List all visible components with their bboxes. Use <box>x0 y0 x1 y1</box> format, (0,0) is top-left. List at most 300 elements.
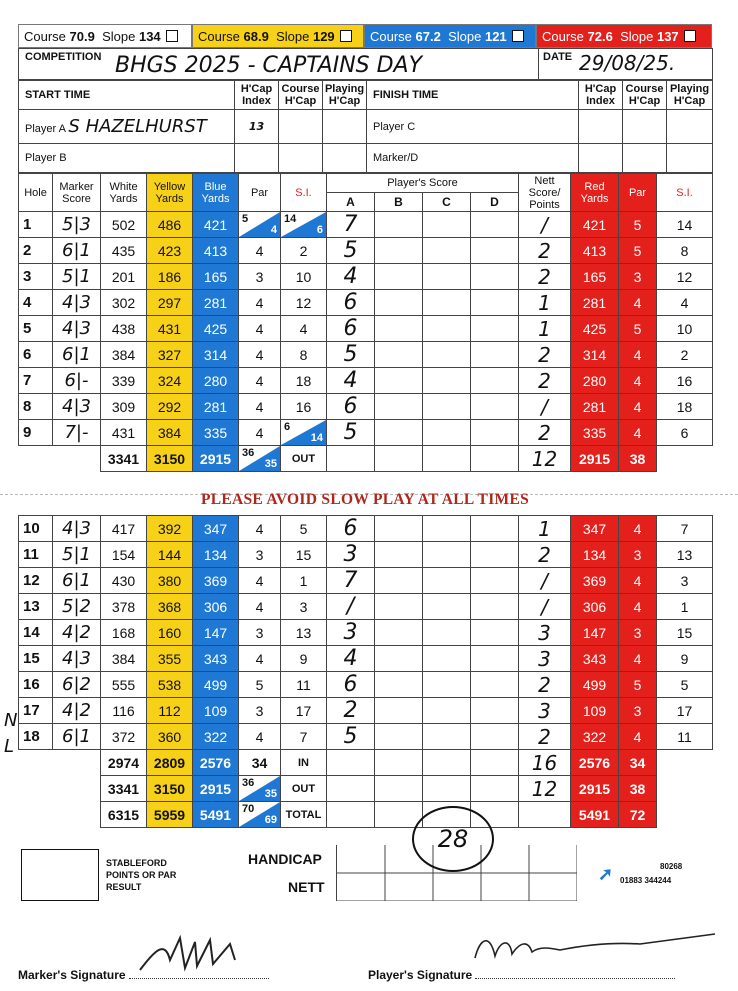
player-c-score[interactable] <box>423 316 471 342</box>
red-si: 1 <box>657 594 713 620</box>
red-yards: 322 <box>571 724 619 750</box>
red-si: 7 <box>657 516 713 542</box>
white-yards: 438 <box>101 316 147 342</box>
start-time-label: START TIME <box>19 81 235 110</box>
red-yards: 109 <box>571 698 619 724</box>
player-a-score[interactable]: / <box>327 594 375 620</box>
player-d-score[interactable] <box>471 264 519 290</box>
player-d-score[interactable] <box>471 368 519 394</box>
si-cell: 3 <box>281 594 327 620</box>
player-b-course-hcap[interactable] <box>279 144 323 173</box>
red-si: 8 <box>657 238 713 264</box>
player-a-score[interactable]: 5 <box>327 238 375 264</box>
marker-score[interactable]: 4|2 <box>53 620 101 646</box>
player-a-name: S HAZELHURST <box>68 116 207 137</box>
red-par: 4 <box>619 516 657 542</box>
player-a-score[interactable]: 3 <box>327 542 375 568</box>
player-a-label: Player A <box>25 123 66 135</box>
nett-points[interactable]: 2 <box>519 264 571 290</box>
hole-number: 3 <box>19 264 53 290</box>
red-par: 5 <box>619 212 657 238</box>
nett-points[interactable]: / <box>519 568 571 594</box>
par-cell: 4 <box>239 420 281 446</box>
player-d-score[interactable] <box>471 516 519 542</box>
player-d-score[interactable] <box>471 394 519 420</box>
marker-score[interactable]: 4|3 <box>53 316 101 342</box>
red-si-header: S.I. <box>657 174 713 212</box>
player-d-score[interactable] <box>471 594 519 620</box>
red-par: 3 <box>619 542 657 568</box>
nett-points[interactable]: 3 <box>519 620 571 646</box>
white-yards: 154 <box>101 542 147 568</box>
red-si: 14 <box>657 212 713 238</box>
player-a-score[interactable]: 5 <box>327 342 375 368</box>
grand-total-row <box>19 802 713 828</box>
nett-points[interactable]: / <box>519 594 571 620</box>
nett-points[interactable]: / <box>519 212 571 238</box>
player-b-score[interactable] <box>375 212 423 238</box>
player-a-score[interactable]: 7 <box>327 568 375 594</box>
tee-checkbox[interactable] <box>166 30 178 42</box>
red-par: 4 <box>619 342 657 368</box>
tee-rating-1 <box>192 24 364 48</box>
finish-time-label: FINISH TIME <box>367 81 579 110</box>
player-c-score[interactable] <box>423 394 471 420</box>
player-a-score[interactable]: 6 <box>327 290 375 316</box>
marker-signature-field[interactable] <box>18 968 269 982</box>
red-yards: 369 <box>571 568 619 594</box>
red-par: 4 <box>619 568 657 594</box>
blue-yards: 314 <box>193 342 239 368</box>
slow-play-banner: PLEASE AVOID SLOW PLAY AT ALL TIMES <box>200 491 530 508</box>
yellow-yards: 380 <box>147 568 193 594</box>
nett-points[interactable]: 3 <box>519 698 571 724</box>
hole-row <box>19 542 713 568</box>
player-b-score[interactable] <box>375 316 423 342</box>
player-d-score[interactable] <box>471 646 519 672</box>
marker-score[interactable]: 5|1 <box>53 264 101 290</box>
red-si: 5 <box>657 672 713 698</box>
player-d-score[interactable] <box>471 724 519 750</box>
tee-rating-3 <box>536 24 712 48</box>
yellow-yards: 392 <box>147 516 193 542</box>
total-points: 16 <box>519 750 571 776</box>
out-summary-row <box>19 776 713 802</box>
player-c-score[interactable] <box>423 594 471 620</box>
margin-note-17: N <box>4 710 18 731</box>
total-red: 2915 <box>571 776 619 802</box>
par-cell-upper: 5 <box>242 213 249 225</box>
nett-points[interactable]: 1 <box>519 316 571 342</box>
player-d-score[interactable] <box>471 542 519 568</box>
par-cell: 3 <box>239 264 281 290</box>
hole-number: 2 <box>19 238 53 264</box>
player-c-score[interactable] <box>423 620 471 646</box>
par-cell: 4 <box>239 724 281 750</box>
white-yards: 502 <box>101 212 147 238</box>
player-b-playing-hcap[interactable] <box>323 144 367 173</box>
red-yards: 281 <box>571 290 619 316</box>
red-yards: 314 <box>571 342 619 368</box>
nett-points[interactable]: 2 <box>519 238 571 264</box>
nett-points[interactable]: 2 <box>519 368 571 394</box>
hole-number: 15 <box>19 646 53 672</box>
par-cell: 4 <box>239 394 281 420</box>
hole-row <box>19 238 713 264</box>
player-c-index[interactable] <box>579 110 623 144</box>
hole-number: 8 <box>19 394 53 420</box>
total-red-par: 34 <box>619 750 657 776</box>
red-par: 3 <box>619 698 657 724</box>
white-yards: 201 <box>101 264 147 290</box>
player-c-score[interactable] <box>423 568 471 594</box>
par-cell-lower: 4 <box>270 224 277 236</box>
yellow-yards: 297 <box>147 290 193 316</box>
players-score-header <box>327 174 519 212</box>
yellow-yards: 186 <box>147 264 193 290</box>
si-cell <box>281 420 327 446</box>
total-red: 2576 <box>571 750 619 776</box>
player-b-score[interactable] <box>375 342 423 368</box>
hole-row <box>19 568 713 594</box>
blue-yards: 281 <box>193 394 239 420</box>
red-si: 3 <box>657 568 713 594</box>
player-a-score[interactable]: 6 <box>327 316 375 342</box>
player-c-score[interactable] <box>423 698 471 724</box>
hole-row <box>19 342 713 368</box>
blue-header: Blue Yards <box>193 174 239 212</box>
tee-course-value: 68.9 <box>243 28 269 44</box>
white-yards: 555 <box>101 672 147 698</box>
white-yards: 417 <box>101 516 147 542</box>
par-cell: 5 <box>239 672 281 698</box>
par-cell: 4 <box>239 594 281 620</box>
red-yards: 421 <box>571 212 619 238</box>
total-yellow: 2809 <box>147 750 193 776</box>
player-d-score[interactable] <box>471 420 519 446</box>
back-nine-card <box>18 515 712 828</box>
hole-row <box>19 316 713 342</box>
player-c-score[interactable] <box>423 368 471 394</box>
red-yards: 165 <box>571 264 619 290</box>
total-label: IN <box>281 750 327 776</box>
white-yards: 116 <box>101 698 147 724</box>
player-b-score[interactable] <box>375 698 423 724</box>
column-headers <box>19 174 713 212</box>
total-points: 12 <box>519 776 571 802</box>
player-b-label[interactable]: Player B <box>19 144 235 173</box>
competition-cell[interactable] <box>19 49 539 80</box>
yellow-yards: 324 <box>147 368 193 394</box>
hcap-index-header-2: H'Cap Index <box>579 81 623 110</box>
marker-score[interactable]: 6|2 <box>53 672 101 698</box>
hole-row <box>19 264 713 290</box>
marker-score[interactable]: 6|1 <box>53 724 101 750</box>
red-si: 16 <box>657 368 713 394</box>
total-par: 34 <box>239 750 281 776</box>
player-a-score[interactable]: 4 <box>327 646 375 672</box>
player-b-score[interactable] <box>375 290 423 316</box>
player-a-score[interactable]: 4 <box>327 264 375 290</box>
total-white: 3341 <box>101 446 147 472</box>
player-d-score[interactable] <box>471 212 519 238</box>
nett-points[interactable]: / <box>519 394 571 420</box>
tee-slope-label: Slope <box>102 28 136 44</box>
player-c-playing-hcap[interactable] <box>667 110 713 144</box>
yellow-yards: 431 <box>147 316 193 342</box>
hole-row <box>19 368 713 394</box>
tee-slope-value: 137 <box>656 28 679 44</box>
course-hcap-header: Course H'Cap <box>279 81 323 110</box>
player-d-score[interactable] <box>471 316 519 342</box>
nett-points[interactable]: 2 <box>519 724 571 750</box>
hole-number: 10 <box>19 516 53 542</box>
white-header: White Yards <box>101 174 147 212</box>
players-info <box>18 80 713 173</box>
white-yards: 435 <box>101 238 147 264</box>
player-b-score[interactable] <box>375 394 423 420</box>
hole-number: 7 <box>19 368 53 394</box>
yellow-yards: 538 <box>147 672 193 698</box>
marker-score[interactable]: 4|3 <box>53 516 101 542</box>
red-si: 4 <box>657 290 713 316</box>
par-cell: 4 <box>239 646 281 672</box>
player-signature-field[interactable] <box>368 968 675 982</box>
tee-course-value: 67.2 <box>415 28 441 44</box>
si-cell: 8 <box>281 342 327 368</box>
blue-yards: 499 <box>193 672 239 698</box>
si-cell: 10 <box>281 264 327 290</box>
marker-score[interactable]: 4|3 <box>53 646 101 672</box>
stableford-box[interactable] <box>21 849 99 901</box>
margin-note-18: L <box>4 736 15 757</box>
si-cell: 18 <box>281 368 327 394</box>
hole-number: 12 <box>19 568 53 594</box>
white-yards: 302 <box>101 290 147 316</box>
si-cell: 13 <box>281 620 327 646</box>
white-yards: 378 <box>101 594 147 620</box>
total-white: 6315 <box>101 802 147 828</box>
player-d-score[interactable] <box>471 672 519 698</box>
player-d-score[interactable] <box>471 698 519 724</box>
player-a-score[interactable]: 2 <box>327 698 375 724</box>
total-red-par: 38 <box>619 446 657 472</box>
player-b-score[interactable] <box>375 620 423 646</box>
par-cell: 4 <box>239 568 281 594</box>
red-par: 5 <box>619 316 657 342</box>
marker-score[interactable]: 6|1 <box>53 342 101 368</box>
white-yards: 384 <box>101 342 147 368</box>
player-c-score[interactable] <box>423 542 471 568</box>
player-b-score[interactable] <box>375 724 423 750</box>
tee-checkbox[interactable] <box>684 30 696 42</box>
si-cell-upper: 6 <box>284 421 291 433</box>
player-a-score[interactable]: 6 <box>327 672 375 698</box>
player-c-score[interactable] <box>423 420 471 446</box>
marker-score[interactable]: 4|3 <box>53 394 101 420</box>
player-b-score[interactable] <box>375 646 423 672</box>
tee-rating-2 <box>364 24 536 48</box>
player-c-score[interactable] <box>423 212 471 238</box>
player-c-label[interactable]: Player C <box>367 110 579 144</box>
yellow-yards: 486 <box>147 212 193 238</box>
marker-score[interactable]: 5|2 <box>53 594 101 620</box>
player-c-score[interactable] <box>423 238 471 264</box>
si-cell: 16 <box>281 394 327 420</box>
hcap-index-header: H'Cap Index <box>235 81 279 110</box>
nett-points[interactable]: 1 <box>519 516 571 542</box>
date-cell[interactable] <box>539 49 713 80</box>
player-a-playing-hcap[interactable] <box>323 110 367 144</box>
red-header: Red Yards <box>571 174 619 212</box>
si-cell-lower: 14 <box>310 432 323 444</box>
player-a-score[interactable]: 7 <box>327 212 375 238</box>
nett-points[interactable]: 1 <box>519 290 571 316</box>
hole-number: 11 <box>19 542 53 568</box>
hole-row <box>19 724 713 750</box>
red-par: 4 <box>619 646 657 672</box>
player-b-score[interactable] <box>375 516 423 542</box>
player-a-score[interactable]: 6 <box>327 516 375 542</box>
marker-score[interactable]: 6|1 <box>53 568 101 594</box>
nett-points[interactable]: 2 <box>519 542 571 568</box>
white-yards: 372 <box>101 724 147 750</box>
marker-score[interactable]: 5|1 <box>53 542 101 568</box>
tee-slope-label: Slope <box>276 28 310 44</box>
marker-score[interactable]: 6|1 <box>53 238 101 264</box>
total-par <box>239 446 281 472</box>
si-cell: 5 <box>281 516 327 542</box>
total-red: 5491 <box>571 802 619 828</box>
col-b-header: B <box>375 193 423 211</box>
yellow-yards: 144 <box>147 542 193 568</box>
marker-index[interactable] <box>579 144 623 173</box>
marker-score[interactable]: 5|3 <box>53 212 101 238</box>
player-b-score[interactable] <box>375 368 423 394</box>
nett-points[interactable]: 3 <box>519 646 571 672</box>
player-c-score[interactable] <box>423 724 471 750</box>
player-a-score[interactable]: 4 <box>327 368 375 394</box>
marker-score[interactable]: 4|2 <box>53 698 101 724</box>
red-par: 4 <box>619 394 657 420</box>
player-d-score[interactable] <box>471 290 519 316</box>
blue-yards: 280 <box>193 368 239 394</box>
player-b-score[interactable] <box>375 568 423 594</box>
nett-points[interactable]: 2 <box>519 672 571 698</box>
si-cell: 12 <box>281 290 327 316</box>
red-si: 10 <box>657 316 713 342</box>
player-c-score[interactable] <box>423 290 471 316</box>
player-b-score[interactable] <box>375 264 423 290</box>
printer-code: 80268 <box>660 862 683 871</box>
player-a-score[interactable]: 3 <box>327 620 375 646</box>
player-d-score[interactable] <box>471 342 519 368</box>
tee-checkbox[interactable] <box>340 30 352 42</box>
hole-row <box>19 672 713 698</box>
player-c-course-hcap[interactable] <box>623 110 667 144</box>
red-yards: 413 <box>571 238 619 264</box>
red-si: 6 <box>657 420 713 446</box>
player-a-score[interactable]: 5 <box>327 724 375 750</box>
si-header: S.I. <box>281 174 327 212</box>
player-a-score[interactable]: 5 <box>327 420 375 446</box>
marker-signature-label: Marker's Signature <box>18 968 126 982</box>
si-cell: 15 <box>281 542 327 568</box>
player-c-score[interactable] <box>423 516 471 542</box>
player-b-score[interactable] <box>375 672 423 698</box>
nett-points[interactable]: 2 <box>519 342 571 368</box>
tee-checkbox[interactable] <box>512 30 524 42</box>
col-a-header: A <box>327 193 375 211</box>
player-a-index[interactable]: 13 <box>235 110 279 144</box>
marker-score[interactable]: 4|3 <box>53 290 101 316</box>
red-si: 13 <box>657 542 713 568</box>
player-d-score[interactable] <box>471 238 519 264</box>
hole-number: 1 <box>19 212 53 238</box>
player-a-course-hcap[interactable] <box>279 110 323 144</box>
yellow-yards: 112 <box>147 698 193 724</box>
red-yards: 134 <box>571 542 619 568</box>
si-cell: 9 <box>281 646 327 672</box>
player-b-index[interactable] <box>235 144 279 173</box>
player-c-score[interactable] <box>423 342 471 368</box>
si-cell: 11 <box>281 672 327 698</box>
hole-row <box>19 420 713 446</box>
yellow-yards: 327 <box>147 342 193 368</box>
total-blue: 5491 <box>193 802 239 828</box>
player-c-score[interactable] <box>423 264 471 290</box>
marker-score[interactable]: 7|- <box>53 420 101 446</box>
tee-slope-value: 129 <box>312 28 335 44</box>
hole-row <box>19 212 713 238</box>
player-b-score[interactable] <box>375 238 423 264</box>
player-c-score[interactable] <box>423 672 471 698</box>
handicap-label: HANDICAP <box>248 851 322 867</box>
marker-playing-hcap[interactable] <box>667 144 713 173</box>
red-si: 18 <box>657 394 713 420</box>
player-c-score[interactable] <box>423 646 471 672</box>
back-nine-table <box>18 515 713 828</box>
hole-row <box>19 594 713 620</box>
player-d-score[interactable] <box>471 568 519 594</box>
total-points <box>519 802 571 828</box>
hole-number: 5 <box>19 316 53 342</box>
tee-slope-label: Slope <box>448 28 482 44</box>
red-si: 12 <box>657 264 713 290</box>
marker-score[interactable]: 6|- <box>53 368 101 394</box>
total-red-par: 72 <box>619 802 657 828</box>
total-label: OUT <box>281 446 327 472</box>
si-cell: 7 <box>281 724 327 750</box>
blue-yards: 109 <box>193 698 239 724</box>
player-b-score[interactable] <box>375 594 423 620</box>
player-a-cell[interactable] <box>19 110 235 144</box>
marker-course-hcap[interactable] <box>623 144 667 173</box>
out-total-row <box>19 446 713 472</box>
si-cell: 1 <box>281 568 327 594</box>
marker-label[interactable]: Marker/D <box>367 144 579 173</box>
tee-course-value: 70.9 <box>69 28 95 44</box>
red-par: 4 <box>619 420 657 446</box>
player-d-score[interactable] <box>471 620 519 646</box>
player-a-score[interactable]: 6 <box>327 394 375 420</box>
col-c-header: C <box>423 193 471 211</box>
player-b-score[interactable] <box>375 542 423 568</box>
player-b-score[interactable] <box>375 420 423 446</box>
date-value: 29/08/25. <box>579 51 676 75</box>
hole-row <box>19 290 713 316</box>
nett-points[interactable]: 2 <box>519 420 571 446</box>
